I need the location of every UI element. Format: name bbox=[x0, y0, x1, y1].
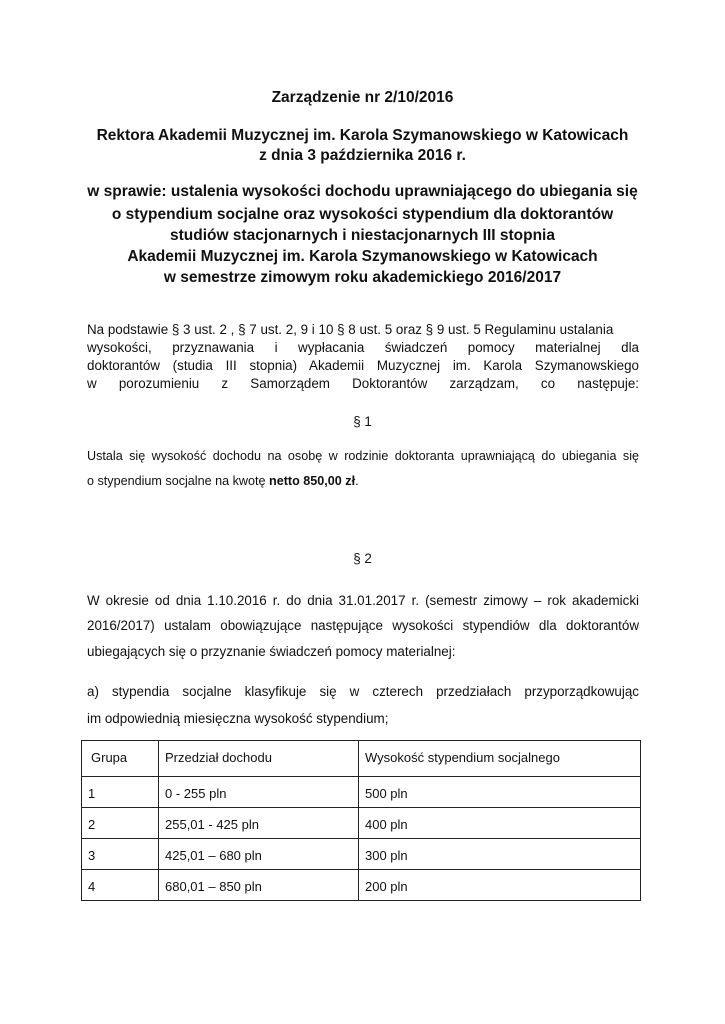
table-header-cell: Przedział dochodu bbox=[159, 741, 359, 777]
section-2-line: 2016/2017) ustalam obowiązujące następujące wysokości stypendiów dla doktorantów bbox=[87, 618, 639, 633]
table-row bbox=[82, 808, 641, 839]
table-cell: 1 bbox=[82, 777, 159, 808]
subject-line: o stypendium socjalne oraz wysokości stypendium dla doktorantów bbox=[111, 206, 614, 223]
preamble-line: doktorantów (studia III stopnia) Akademii Muzycznej im. Karola Szymanowskiego bbox=[87, 358, 639, 373]
section-1-heading: § 1 bbox=[353, 414, 372, 429]
table-row bbox=[82, 839, 641, 870]
table-cell: 0 - 255 pln bbox=[159, 777, 359, 808]
section-2-line: ubiegających się o przyznanie świadczeń pomocy materialnej: bbox=[87, 644, 456, 659]
table-header-cell: Grupa bbox=[82, 741, 159, 777]
rector-line: Rektora Akademii Muzycznej im. Karola Szymanowskiego w Katowicach bbox=[96, 127, 629, 144]
section-2-heading: § 2 bbox=[353, 551, 372, 566]
table-cell: 425,01 – 680 pln bbox=[159, 839, 359, 870]
stipend-table bbox=[81, 740, 641, 901]
document-title: Zarządzenie nr 2/10/2016 bbox=[271, 89, 454, 106]
date-line: z dnia 3 października 2016 r. bbox=[259, 147, 466, 164]
table-cell: 2 bbox=[82, 808, 159, 839]
section-2-line: W okresie od dnia 1.10.2016 r. do dnia 31.01.2017 r. (semestr zimowy – rok akademicki bbox=[87, 593, 639, 608]
table-cell: 500 pln bbox=[359, 777, 641, 808]
table-row bbox=[82, 777, 641, 808]
table-cell: 680,01 – 850 pln bbox=[159, 870, 359, 901]
table-cell: 255,01 - 425 pln bbox=[159, 808, 359, 839]
preamble-line: w porozumieniu z Samorządem Doktorantów zarządzam, co następuje: bbox=[87, 376, 639, 391]
table-header-row bbox=[82, 741, 641, 777]
table-cell: 3 bbox=[82, 839, 159, 870]
preamble-line: Na podstawie § 3 ust. 2 , § 7 ust. 2, 9 i 10 § 8 ust. 5 oraz § 9 ust. 5 Regulaminu ustalania bbox=[87, 322, 614, 337]
section-1-amount-line: o stypendium socjalne na kwotę netto 850,00 zł. bbox=[87, 474, 359, 488]
point-a-line: im odpowiednią miesięczna wysokość stypendium; bbox=[87, 711, 389, 726]
preamble-line: wysokości, przyznawania i wypłacania świadczeń pomocy materialnej dla bbox=[87, 340, 639, 355]
net-amount: netto 850,00 zł bbox=[269, 474, 356, 488]
subject-line: Akademii Muzycznej im. Karola Szymanowskiego w Katowicach bbox=[127, 248, 598, 265]
table-header-cell: Wysokość stypendium socjalnego bbox=[359, 741, 641, 777]
point-a-line: a) stypendia socjalne klasyfikuje się w czterech przedziałach przyporządkowując bbox=[87, 684, 639, 699]
table-row bbox=[82, 870, 641, 901]
subject-line: w sprawie: ustalenia wysokości dochodu uprawniającego do ubiegania się bbox=[87, 183, 638, 200]
table-cell: 4 bbox=[82, 870, 159, 901]
section-1-line: Ustala się wysokość dochodu na osobę w rodzinie doktoranta uprawniającą do ubiegania się bbox=[87, 449, 639, 463]
table-cell: 200 pln bbox=[359, 870, 641, 901]
table-cell: 400 pln bbox=[359, 808, 641, 839]
subject-line: studiów stacjonarnych i niestacjonarnych III stopnia bbox=[169, 227, 555, 244]
table-cell: 300 pln bbox=[359, 839, 641, 870]
subject-line: w semestrze zimowym roku akademickiego 2016/2017 bbox=[163, 269, 562, 286]
